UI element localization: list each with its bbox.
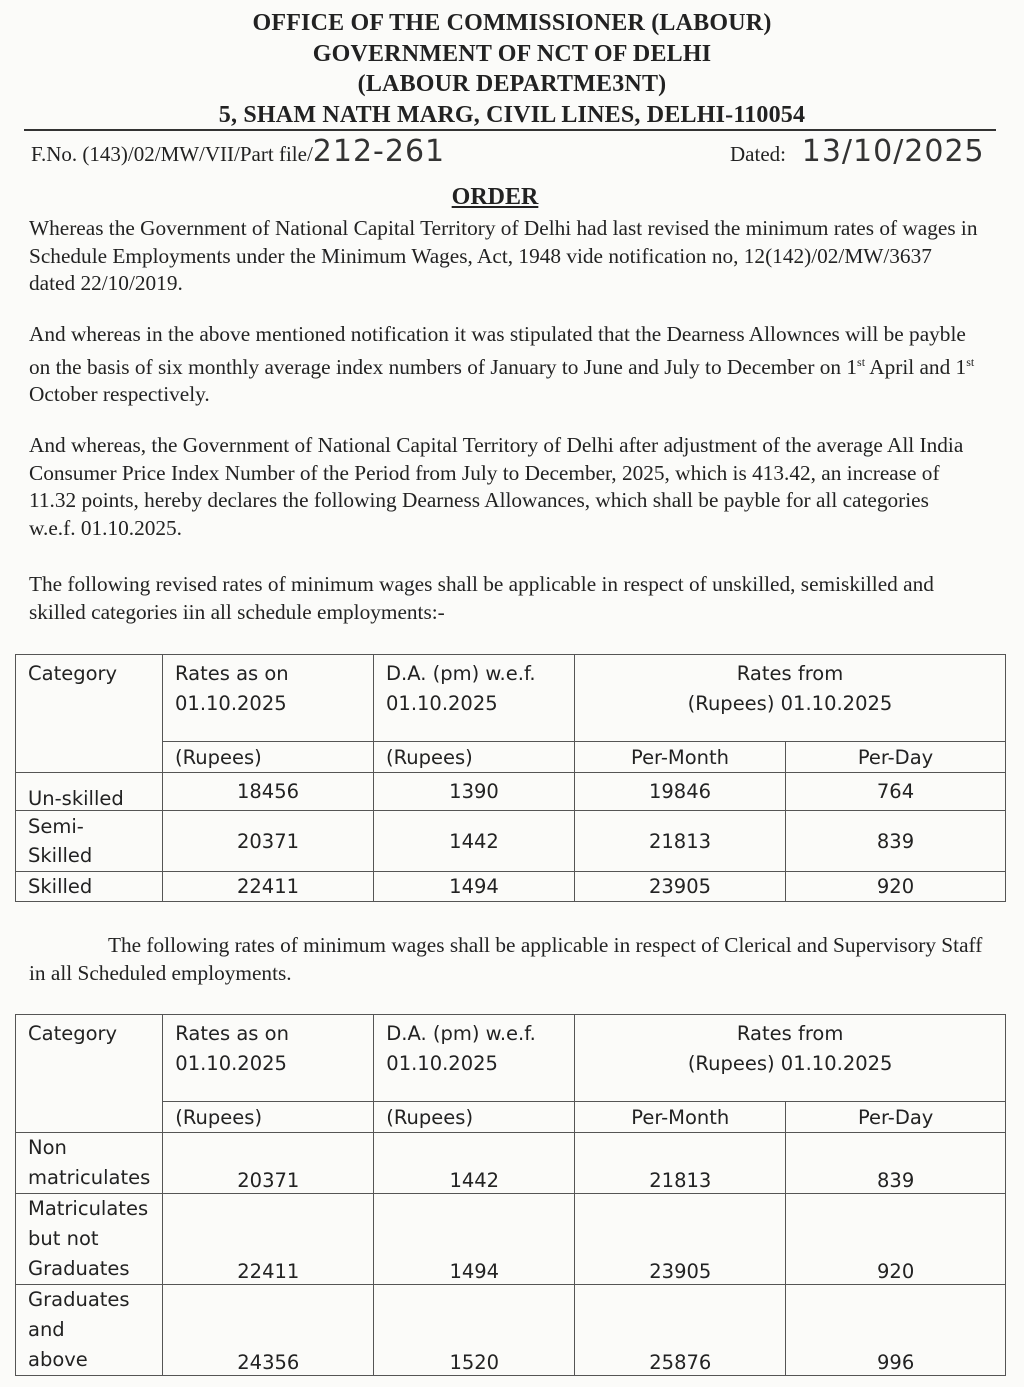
handwritten-date: 13/10/2025 [801,134,985,169]
table-row [16,811,1006,872]
header-rupees: (Rupees) [163,1102,374,1133]
row-category: Semi- Skilled [16,811,163,872]
header-text: Rates as on [175,662,289,685]
header-rupees: (Rupees) [374,1102,575,1133]
header-date: (Rupees) 01.10.2025 [687,692,893,715]
file-number-prefix: F.No. (143)/02/MW/VII/Part file/ [31,142,313,166]
header-rupees: (Rupees) [374,742,575,773]
government-name: GOVERNMENT OF NCT OF DELHI [312,40,712,67]
row-da: 1494 [374,1194,575,1285]
header-text: Rates from [736,1022,844,1045]
paragraph-5: The following rates of minimum wages shall be applicable in respect of Clerical and Supervisory Staff in all Scheduled employments. [29,933,983,985]
row-da: 1442 [374,811,575,872]
header-rates-as-on [163,655,374,742]
office-address: 5, SHAM NATH MARG, CIVIL LINES, DELHI-110054 [218,101,806,128]
header-per-day: Per-Day [786,1102,1006,1133]
table-row [16,773,1006,811]
header-date: (Rupees) 01.10.2025 [687,1052,893,1075]
row-da: 1494 [374,872,575,902]
paragraph-2-text-a: And whereas in the above mentioned notification it was stipulated that the Dearness Allownces will be payble on the basis of six monthly average index numbers of January to June and July to December on 1 [29,322,966,379]
row-category: Un-skilled [16,773,163,811]
row-da: 1390 [374,773,575,811]
row-per-month: 23905 [575,1194,786,1285]
row-per-day: 920 [786,1194,1006,1285]
dated [730,134,985,169]
header-text: Rates from [736,662,844,685]
row-category: Skilled [16,872,163,902]
row-per-day: 839 [786,811,1006,872]
row-da: 1442 [374,1133,575,1194]
header-category: Category [16,655,163,773]
header-date: 01.10.2025 [386,692,498,715]
header-per-month: Per-Month [575,742,786,773]
paragraph-1: Whereas the Government of National Capital Territory of Delhi had last revised the minimum rates of wages in Schedule Employments under the Minimum Wages, Act, 1948 vide notification no, 12(142)/02/MW/3637 dated 22/10/2019. [29,216,978,295]
paragraph-2-text-c: October respectively. [29,382,210,407]
header-text: D.A. (pm) w.e.f. [386,1022,536,1045]
row-per-month: 23905 [575,872,786,902]
row-rate: 20371 [163,1133,374,1194]
header-per-day: Per-Day [786,742,1006,773]
paragraph-2 [29,321,979,409]
row-per-day: 920 [786,872,1006,902]
department-name: (LABOUR DEPARTME3NT) [357,71,667,97]
paragraph-2-text-b: April and 1 [865,354,967,379]
order-title: ORDER [451,184,539,210]
row-per-day: 839 [786,1133,1006,1194]
row-per-month: 25876 [575,1285,786,1376]
table-row [16,1285,1006,1376]
header-rates-from [575,1015,1006,1102]
superscript-st: st [857,354,866,369]
table-row [16,1194,1006,1285]
letterhead [0,0,1024,130]
row-per-month: 19846 [575,773,786,811]
row-per-day: 764 [786,773,1006,811]
header-date: 01.10.2025 [175,692,287,715]
header-rupees: (Rupees) [163,742,374,773]
row-per-month: 21813 [575,1133,786,1194]
row-rate: 18456 [163,773,374,811]
header-rates-as-on [163,1015,374,1102]
header-da [374,655,575,742]
header-text: D.A. (pm) w.e.f. [386,662,536,685]
table-row [16,1133,1006,1194]
row-per-day: 996 [786,1285,1006,1376]
superscript-st: st [966,354,975,369]
wage-table-skill-categories [15,654,1006,902]
dated-label: Dated: [730,142,786,166]
header-text: Rates as on [175,1022,289,1045]
file-number [31,134,445,169]
handwritten-file-number: 212-261 [312,134,446,169]
header-date: 01.10.2025 [386,1052,498,1075]
office-name: OFFICE OF THE COMMISSIONER (LABOUR) [252,10,772,36]
header-rates-from [575,655,1006,742]
wage-table-clerical-supervisory [15,1014,1006,1376]
row-per-month: 21813 [575,811,786,872]
row-da: 1520 [374,1285,575,1376]
row-rate: 24356 [163,1285,374,1376]
table-row [16,872,1006,902]
row-rate: 22411 [163,872,374,902]
row-category: Matriculates but not Graduates [16,1194,163,1285]
header-category: Category [16,1015,163,1133]
paragraph-4: The following revised rates of minimum wages shall be applicable in respect of unskilled, semiskilled and skilled categories iin all schedule employments:- [29,572,934,624]
row-rate: 22411 [163,1194,374,1285]
header-date: 01.10.2025 [175,1052,287,1075]
row-category: Non matriculates [16,1133,163,1194]
paragraph-3: And whereas, the Government of National Capital Territory of Delhi after adjustment of the average All India Consumer Price Index Number of the Period from July to December, 2025, which is 413.42, an increase of 11.32 points, hereby declares the following Dearness Allowances, which shall be payble for all categories w.e.f. 01.10.2025. [29,433,964,540]
header-rule [24,129,996,131]
row-category: Graduates and above [16,1285,163,1376]
header-da [374,1015,575,1102]
row-rate: 20371 [163,811,374,872]
header-per-month: Per-Month [575,1102,786,1133]
